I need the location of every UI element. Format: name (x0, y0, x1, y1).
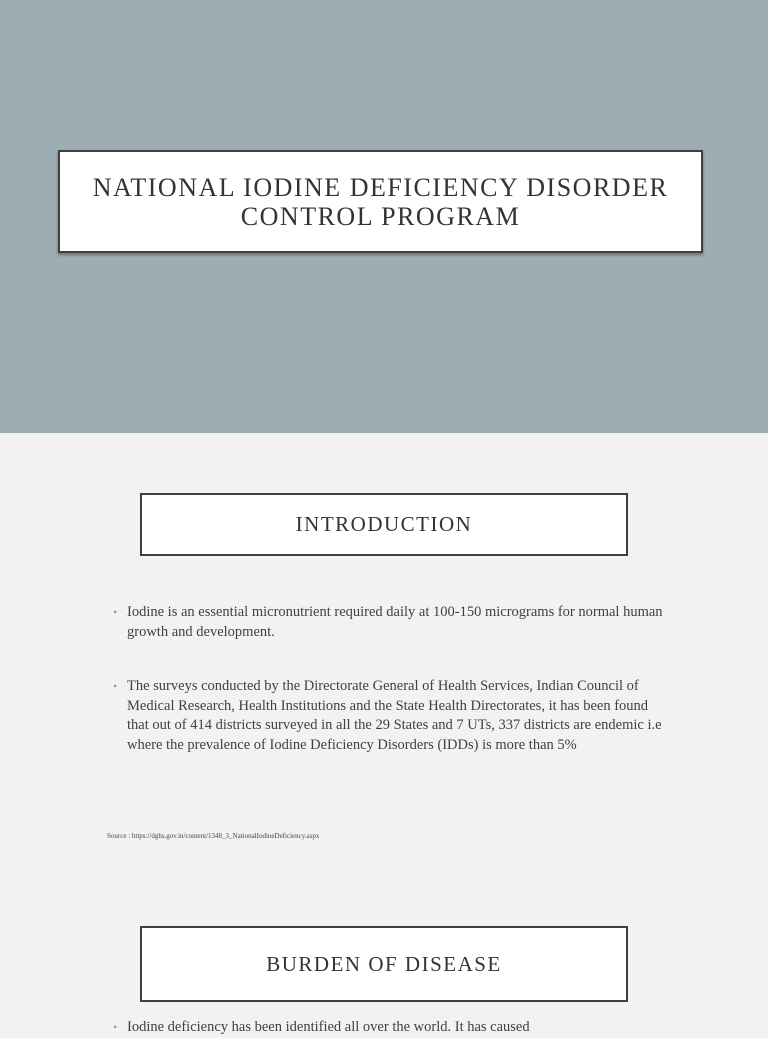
bullet-marker-icon: • (113, 679, 118, 693)
title-box (58, 150, 703, 253)
bullet-text: Iodine deficiency has been identified all over the world. It has caused (127, 1019, 530, 1035)
burden-heading-box (140, 926, 628, 1002)
bullet-item (113, 1018, 673, 1038)
title-slide (0, 0, 768, 433)
bullet-marker-icon: • (113, 1020, 118, 1034)
bullet-marker-icon: • (113, 605, 118, 619)
slide-title: NATIONAL IODINE DEFICIENCY DISORDER CONTROL PROGRAM (92, 172, 669, 231)
introduction-heading: INTRODUCTION (295, 512, 473, 536)
bullet-item (113, 677, 673, 755)
bullet-text: The surveys conducted by the Directorate General of Health Services, Indian Council of Medical Research, Health Institutions and the State Health Directorates, it has been found that out of 414 districts surveyed in all the 29 States and 7 UTs, 337 districts are endemic i.e where the prevalence of Iodine Deficiency Disorders (IDDs) is more than 5% (127, 678, 662, 753)
source-citation: Source : https://dghs.gov.in/content/1348_3_NationalIodineDeficiency.aspx (107, 832, 320, 840)
burden-heading: BURDEN OF DISEASE (266, 951, 502, 976)
bullet-text: Iodine is an essential micronutrient required daily at 100-150 micrograms for normal human growth and development. (127, 604, 663, 640)
bullet-item (113, 603, 673, 642)
introduction-slide (0, 433, 768, 1035)
introduction-heading-box (140, 493, 628, 556)
